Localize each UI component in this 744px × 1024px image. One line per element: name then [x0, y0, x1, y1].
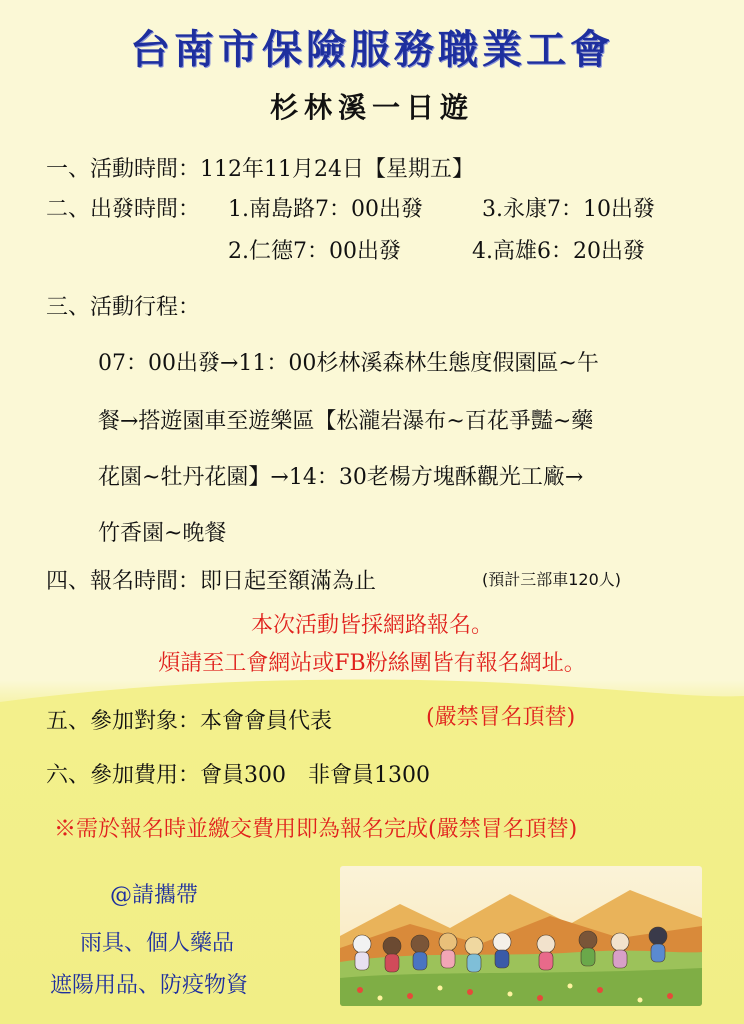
bring-heading: @請攜帶 — [110, 883, 199, 908]
signup-time: 四、報名時間：即日起至額滿為止 — [46, 569, 377, 594]
activity-time: 一、活動時間：112年11月24日【星期五】 — [46, 157, 474, 182]
itinerary-line: 餐→搭遊園車至遊樂區【松瀧岩瀑布~百花爭豔~藥 — [98, 409, 594, 434]
online-signup-website-note: 煩請至工會網站或FB粉絲團皆有報名網址。 — [158, 651, 586, 676]
page-subtitle: 杉林溪一日遊 — [269, 91, 474, 124]
participants-warning: (嚴禁冒名頂替) — [426, 705, 576, 730]
participants: 五、參加對象：本會會員代表 — [46, 709, 333, 734]
itinerary-line: 花園~牡丹花園】→14：30老楊方塊酥觀光工廠→ — [98, 465, 584, 490]
page-title: 台南市保險服務職業工會 — [130, 26, 614, 73]
itinerary-line: 竹香園~晚餐 — [98, 521, 227, 546]
departure-item-1: 1.南島路7：00出發 — [228, 197, 423, 222]
bear-parade-illustration — [340, 866, 702, 1006]
signup-note: (預計三部車120人) — [482, 570, 622, 589]
departure-label: 二、出發時間： — [46, 197, 201, 222]
departure-item-2: 2.仁德7：00出發 — [228, 239, 401, 264]
bring-line-2: 遮陽用品、防疫物資 — [50, 973, 249, 998]
online-signup-note: 本次活動皆採網路報名。 — [250, 613, 493, 638]
payment-note: ※需於報名時並繳交費用即為報名完成(嚴禁冒名頂替) — [54, 817, 578, 842]
departure-item-3: 3.永康7：10出發 — [482, 197, 655, 222]
bring-line-1: 雨具、個人藥品 — [80, 931, 235, 956]
itinerary-label: 三、活動行程： — [46, 295, 201, 320]
fee: 六、參加費用：會員300 非會員1300 — [46, 763, 430, 788]
departure-item-4: 4.高雄6：20出發 — [472, 239, 645, 264]
itinerary-line: 07：00出發→11：00杉林溪森林生態度假園區~午 — [98, 351, 599, 376]
